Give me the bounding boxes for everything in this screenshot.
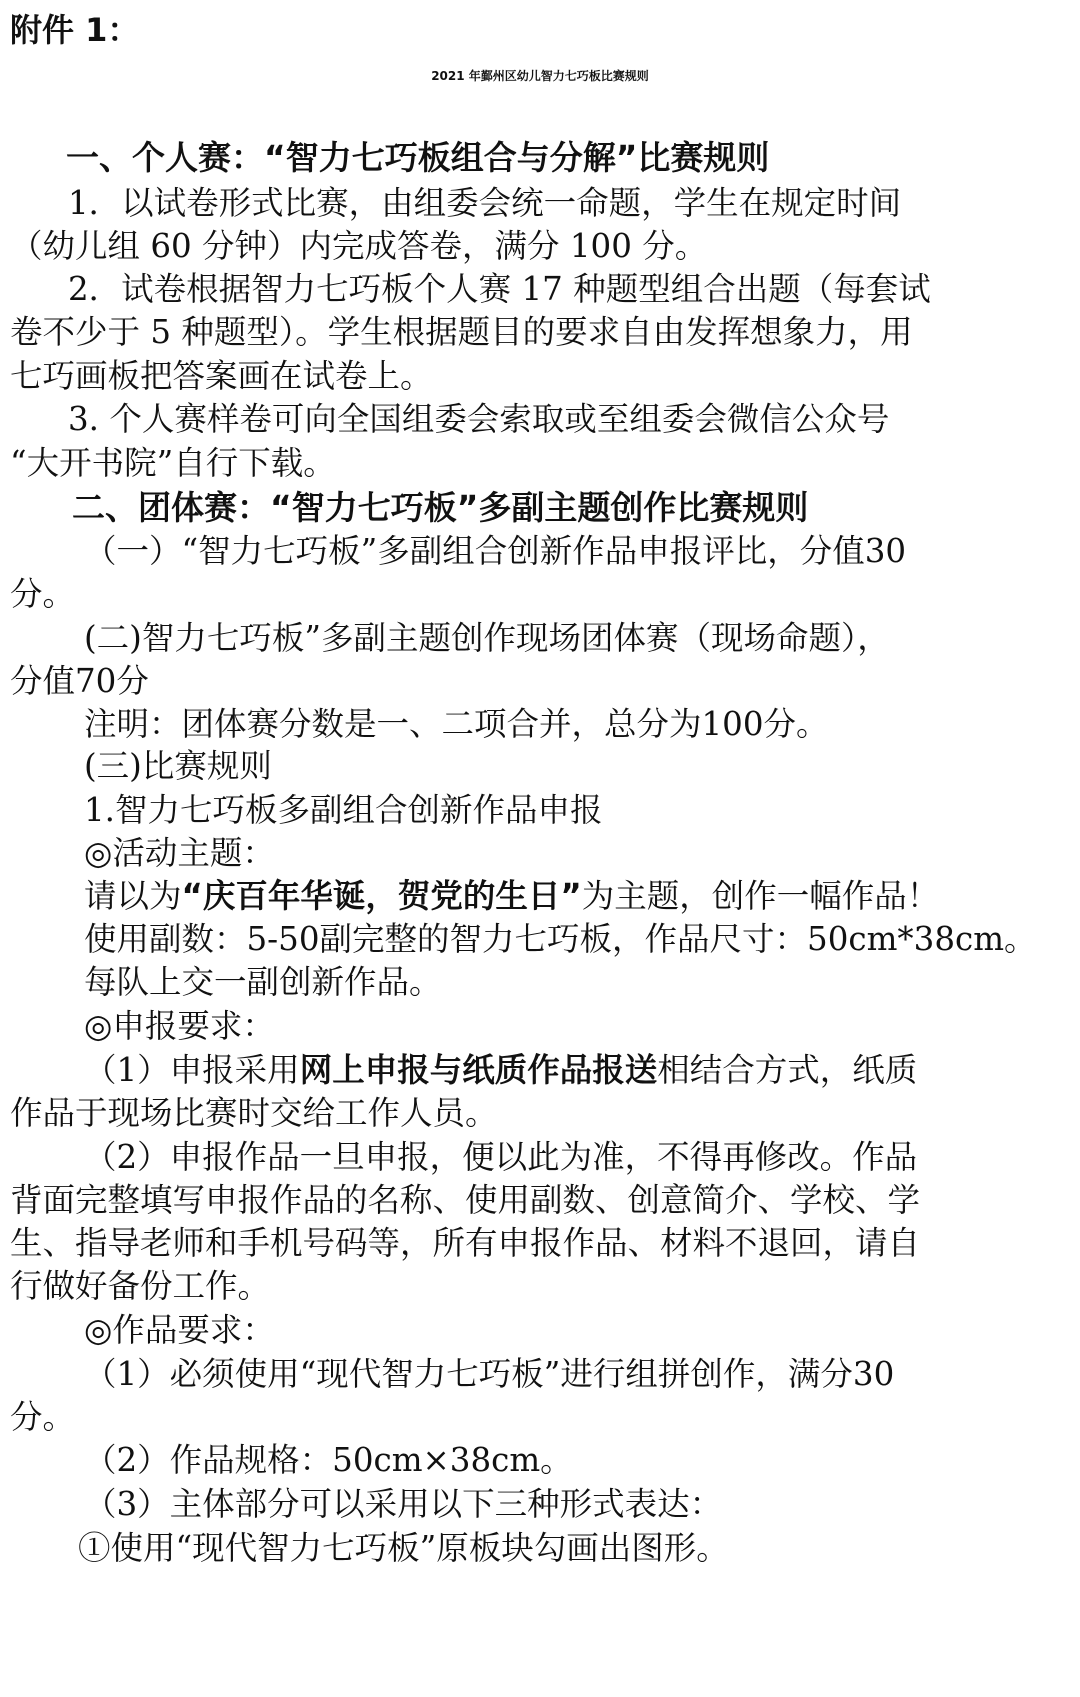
section1-p3-line2: “大开书院”自行下载。 [10,444,336,482]
section2-s2-line2: 分值70分 [10,662,149,700]
apply-1-prefix: （1）申报采用 [84,1051,300,1089]
section1-p2-line2: 卷不少于 5 种题型）。学生根据题目的要求自由发挥想象力，用 [10,313,913,351]
section2-s2-line1: (二)智力七巧板”多副主题创作现场团体赛（现场命题）， [84,619,890,657]
theme-prefix: 请以为 [84,877,182,915]
document-title: 2021 年鄞州区幼儿智力七巧板比赛规则 [431,69,649,83]
apply-2-line3: 生、指导老师和手机号码等，所有申报作品、材料不退回，请自 [10,1224,921,1262]
theme-bold: “庆百年华诞，贺党的生日” [181,877,582,915]
per-team-line: 每队上交一副创新作品。 [84,963,442,1001]
usage-line: 使用副数：5-50副完整的智力七巧板，作品尺寸：50cm*38cm。 [84,920,1037,958]
apply-1-suffix: 相结合方式，纸质 [657,1051,918,1089]
apply-2-line4: 行做好备份工作。 [10,1267,271,1305]
section1-p3-line1: 3. 个人赛样卷可向全国组委会索取或至组委会微信公众号 [68,400,890,438]
work-3: （3）主体部分可以采用以下三种形式表达： [84,1485,723,1523]
apply-2-line2: 背面完整填写申报作品的名称、使用副数、创意简介、学校、学 [10,1181,921,1219]
section1-p2-line1: 2．试卷根据智力七巧板个人赛 17 种题型组合出题（每套试 [68,270,931,308]
apply-1-bold: 网上申报与纸质作品报送 [299,1051,658,1089]
section1-p2-line3: 七巧画板把答案画在试卷上。 [10,357,433,395]
work-2: （2）作品规格：50cm×38cm。 [84,1441,573,1479]
apply-2-line1: （2）申报作品一旦申报，便以此为准，不得再修改。作品 [84,1138,918,1176]
work-1-line2: 分。 [10,1398,76,1436]
theme-label: ◎活动主题： [84,834,275,872]
section2-s1-line1: （一）“智力七巧板”多副组合创新作品申报评比，分值30 [84,532,907,570]
work-3-1: ①使用“现代智力七巧板”原板块勾画出图形。 [78,1529,729,1567]
section2-s3: (三)比赛规则 [84,747,272,785]
theme-suffix: 为主题，创作一幅作品！ [581,877,940,915]
section1-p1-line1: 1．以试卷形式比赛，由组委会统一命题，学生在规定时间 [68,184,902,222]
theme-line [84,872,939,920]
attachment-label: 附件 1： [10,11,140,49]
apply-1-line1 [84,1046,917,1094]
section2-heading: 二、团体赛：“智力七巧板”多副主题创作比赛规则 [72,488,809,527]
section2-s1-line2: 分。 [10,575,76,613]
section1-heading: 一、个人赛：“智力七巧板组合与分解”比赛规则 [66,138,770,177]
work-1-line1: （1）必须使用“现代智力七巧板”进行组拼创作，满分30 [84,1355,895,1393]
apply-1-line2: 作品于现场比赛时交给工作人员。 [10,1094,498,1132]
apply-label: ◎申报要求： [84,1007,275,1045]
section2-note: 注明：团体赛分数是一、二项合并，总分为100分。 [84,705,829,743]
work-label: ◎作品要求： [84,1311,275,1349]
rule-1: 1.智力七巧板多副组合创新作品申报 [84,791,603,829]
section1-p1-line2: （幼儿组 60 分钟）内完成答卷，满分 100 分。 [10,227,708,265]
